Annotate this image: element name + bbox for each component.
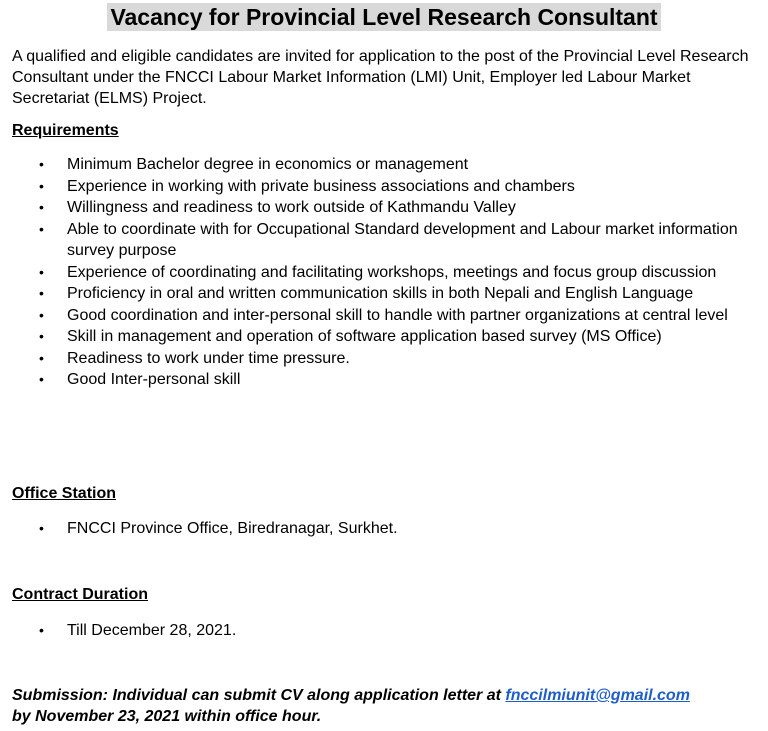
list-item <box>0 305 740 327</box>
submission-note <box>12 685 757 727</box>
bullet-icon: • <box>39 285 44 301</box>
list-item-text: Readiness to work under time pressure. <box>67 349 350 367</box>
bullet-icon: • <box>39 199 44 215</box>
list-item-text: Experience in working with private business associations and chambers <box>67 177 575 195</box>
office-station-list <box>0 518 740 540</box>
bullet-icon: • <box>39 371 44 387</box>
list-item <box>0 518 740 540</box>
submission-deadline: by November 23, 2021 within office hour. <box>12 708 322 725</box>
requirements-list <box>0 154 740 391</box>
list-item-text: Experience of coordinating and facilitating workshops, meetings and focus group discussion <box>67 263 717 281</box>
list-item-text: Good Inter-personal skill <box>67 371 241 388</box>
submission-text: Submission: Individual can submit CV along application letter at <box>12 687 506 704</box>
list-item <box>0 262 740 284</box>
contract-duration-list <box>0 620 740 642</box>
list-item-text: Minimum Bachelor degree in economics or management <box>67 156 469 173</box>
email-link[interactable]: fnccilmiunit@gmail.com <box>505 687 690 704</box>
list-item <box>0 219 740 262</box>
list-item-text: Proficiency in oral and written communication skills in both Nepali and English Language <box>67 285 694 302</box>
requirements-heading: Requirements <box>12 122 119 139</box>
bullet-icon: • <box>39 156 44 172</box>
list-item <box>0 197 740 219</box>
bullet-icon: • <box>39 520 44 536</box>
list-item <box>0 176 740 198</box>
title-wrapper <box>0 3 768 31</box>
office-station-heading: Office Station <box>12 485 117 502</box>
page-title: Vacancy for Provincial Level Research Consultant <box>107 3 660 31</box>
bullet-icon: • <box>39 177 44 194</box>
list-item-text: FNCCI Province Office, Biredranagar, Surkhet. <box>67 520 398 537</box>
list-item <box>0 620 740 642</box>
list-item <box>0 348 740 370</box>
bullet-icon: • <box>39 220 44 237</box>
list-item-text: Good coordination and inter-personal skill to handle with partner organizations at central level <box>67 306 728 324</box>
list-item <box>0 326 740 348</box>
bullet-icon: • <box>39 349 44 366</box>
bullet-icon: • <box>39 622 44 638</box>
contract-duration-heading: Contract Duration <box>12 586 148 603</box>
bullet-icon: • <box>39 306 44 323</box>
intro-paragraph: A qualified and eligible candidates are invited for application to the post of the Provincial Level Research Consultant under the FNCCI Labour Market Information (LMI) Unit, Employer led Labour Market Secretariat (ELMS) Project. <box>12 48 749 107</box>
list-item <box>0 283 740 305</box>
list-item <box>0 369 740 391</box>
list-item-text: Willingness and readiness to work outside of Kathmandu Valley <box>67 199 516 216</box>
list-item-text: Able to coordinate with for Occupational Standard development and Labour market information survey purpose <box>67 220 738 259</box>
list-item-text: Till December 28, 2021. <box>67 622 237 639</box>
bullet-icon: • <box>39 328 44 344</box>
list-item <box>0 154 740 176</box>
list-item-text: Skill in management and operation of software application based survey (MS Office) <box>67 328 662 345</box>
bullet-icon: • <box>39 263 44 280</box>
